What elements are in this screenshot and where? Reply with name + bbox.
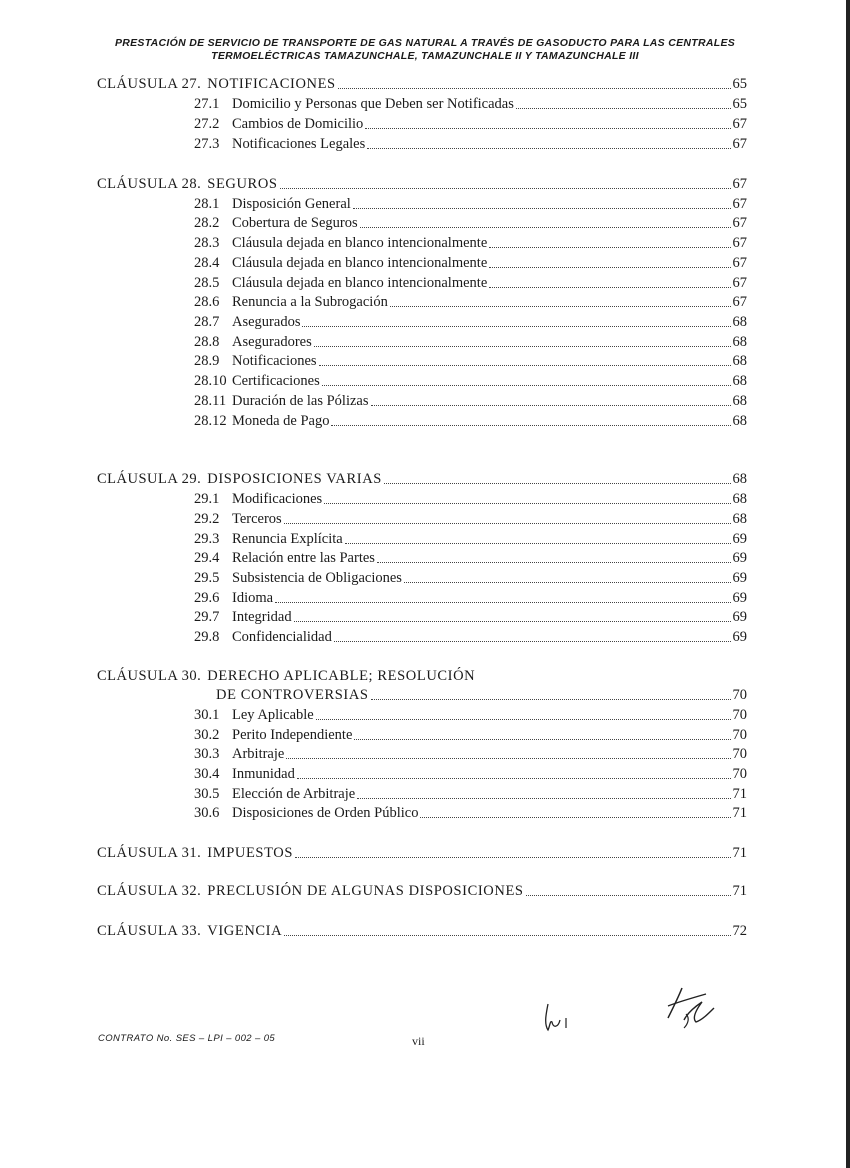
- page-ref: 70: [732, 746, 747, 762]
- page-ref: 65: [732, 96, 747, 112]
- item-title: Renuncia a la Subrogación: [232, 294, 388, 310]
- toc-item-29-8: [194, 628, 747, 646]
- item-number: 29.7: [194, 609, 220, 625]
- dot-leader: [354, 738, 730, 740]
- dot-leader: [357, 797, 730, 799]
- item-number: 30.3: [194, 746, 220, 762]
- dot-leader: [314, 345, 731, 347]
- item-title: Arbitraje: [232, 746, 285, 762]
- clause-title-continued: DE CONTROVERSIAS: [216, 687, 369, 703]
- dot-leader: [390, 305, 731, 307]
- toc-item-28-10: [194, 372, 747, 390]
- item-number: 30.2: [194, 727, 220, 743]
- clause-number: CLÁUSULA 28.: [97, 176, 202, 192]
- toc-item-28-5: [194, 274, 747, 292]
- dot-leader: [420, 816, 730, 818]
- page-ref: 69: [732, 531, 747, 547]
- dot-leader: [334, 640, 731, 642]
- item-title: Domicilio y Personas que Deben ser Notificadas: [232, 96, 514, 112]
- clause-title: NOTIFICACIONES: [207, 76, 336, 92]
- clause-number: CLÁUSULA 29.: [97, 471, 202, 487]
- toc-item-28-1: [194, 195, 747, 213]
- toc-item-28-4: [194, 254, 747, 272]
- item-number: 29.4: [194, 550, 220, 566]
- item-number: 27.1: [194, 96, 220, 112]
- dot-leader: [526, 894, 731, 896]
- item-number: 28.6: [194, 294, 220, 310]
- page-ref: 69: [732, 629, 747, 645]
- toc-clause-31: [97, 844, 747, 862]
- toc-item-27-1: [194, 95, 747, 113]
- item-title: Duración de las Pólizas: [232, 393, 369, 409]
- toc-clause-32: [97, 882, 747, 900]
- item-title: Ley Aplicable: [232, 707, 314, 723]
- dot-leader: [324, 502, 730, 504]
- clause-number: CLÁUSULA 31.: [97, 845, 202, 861]
- item-number: 28.9: [194, 353, 220, 369]
- item-title: Relación entre las Partes: [232, 550, 375, 566]
- item-title: Cláusula dejada en blanco intencionalmente: [232, 235, 488, 251]
- item-number: 29.5: [194, 570, 220, 586]
- dot-leader: [367, 147, 730, 149]
- item-title: Cláusula dejada en blanco intencionalmente: [232, 255, 488, 271]
- toc-item-30-6: [194, 804, 747, 822]
- dot-leader: [284, 522, 731, 524]
- dot-leader: [316, 718, 731, 720]
- item-number: 30.6: [194, 805, 220, 821]
- dot-leader: [295, 856, 730, 858]
- toc-item-30-4: [194, 765, 747, 783]
- item-title: Cobertura de Seguros: [232, 215, 358, 231]
- toc-item-29-2: [194, 510, 747, 528]
- page-ref: 67: [732, 294, 747, 310]
- item-title: Modificaciones: [232, 491, 323, 507]
- page-ref: 68: [732, 334, 747, 350]
- clause-title: VIGENCIA: [207, 923, 283, 939]
- dot-leader: [404, 581, 731, 583]
- item-title: Disposiciones de Orden Público: [232, 805, 419, 821]
- page-ref: 69: [732, 570, 747, 586]
- item-title: Cambios de Domicilio: [232, 116, 364, 132]
- toc-item-29-1: [194, 490, 747, 508]
- page-ref: 70: [732, 687, 747, 703]
- toc-item-27-3: [194, 135, 747, 153]
- dot-leader: [384, 482, 731, 484]
- header-line-2: TERMOELÉCTRICAS TAMAZUNCHALE, TAMAZUNCHALE II Y TAMAZUNCHALE III: [211, 50, 639, 62]
- clause-title: IMPUESTOS: [207, 845, 294, 861]
- item-title: Moneda de Pago: [232, 413, 330, 429]
- page-ref: 68: [732, 314, 747, 330]
- dot-leader: [377, 561, 731, 563]
- scan-edge: [846, 0, 850, 1168]
- dot-leader: [360, 226, 731, 228]
- page-ref: 69: [732, 590, 747, 606]
- item-title: Terceros: [232, 511, 282, 527]
- toc-clause-33: [97, 922, 747, 940]
- item-number: 28.11: [194, 393, 227, 409]
- item-number: 28.8: [194, 334, 220, 350]
- clause-title: PRECLUSIÓN DE ALGUNAS DISPOSICIONES: [207, 883, 524, 899]
- dot-leader: [284, 934, 730, 936]
- page-ref: 67: [732, 196, 747, 212]
- page-ref: 69: [732, 609, 747, 625]
- footer-page-number: vii: [412, 1034, 425, 1048]
- page-ref: 67: [732, 255, 747, 271]
- page-ref: 68: [732, 511, 747, 527]
- toc-item-27-2: [194, 115, 747, 133]
- item-title: Asegurados: [232, 314, 301, 330]
- item-title: Perito Independiente: [232, 727, 353, 743]
- item-title: Confidencialidad: [232, 629, 332, 645]
- item-title: Certificaciones: [232, 373, 320, 389]
- dot-leader: [489, 246, 730, 248]
- dot-leader: [331, 424, 730, 426]
- item-number: 28.2: [194, 215, 220, 231]
- toc-clause-29: [97, 470, 747, 488]
- dot-leader: [280, 187, 731, 189]
- item-title: Notificaciones: [232, 353, 317, 369]
- item-number: 28.5: [194, 275, 220, 291]
- page-ref: 71: [732, 786, 747, 802]
- clause-number: CLÁUSULA 30.: [97, 668, 202, 684]
- page-ref: 68: [732, 491, 747, 507]
- toc-clause-30: [97, 667, 747, 685]
- toc-item-28-9: [194, 352, 747, 370]
- item-number: 29.1: [194, 491, 220, 507]
- page-ref: 68: [732, 393, 747, 409]
- item-title: Inmunidad: [232, 766, 295, 782]
- item-number: 28.10: [194, 373, 227, 389]
- page-ref: 67: [732, 275, 747, 291]
- toc-item-28-2: [194, 214, 747, 232]
- page-ref: 70: [732, 727, 747, 743]
- toc-item-28-8: [194, 333, 747, 351]
- item-number: 28.3: [194, 235, 220, 251]
- dot-leader: [286, 757, 730, 759]
- item-number: 29.2: [194, 511, 220, 527]
- dot-leader: [371, 698, 731, 700]
- item-number: 28.7: [194, 314, 220, 330]
- page-ref: 68: [732, 471, 747, 487]
- toc-item-29-4: [194, 549, 747, 567]
- dot-leader: [353, 207, 731, 209]
- page-ref: 67: [732, 215, 747, 231]
- item-title: Disposición General: [232, 196, 351, 212]
- toc-item-28-3: [194, 234, 747, 252]
- page-ref: 71: [732, 845, 747, 861]
- page-ref: 67: [732, 136, 747, 152]
- toc-item-29-6: [194, 589, 747, 607]
- dot-leader: [322, 384, 731, 386]
- toc-item-29-7: [194, 608, 747, 626]
- item-number: 30.5: [194, 786, 220, 802]
- item-number: 30.4: [194, 766, 220, 782]
- clause-number: CLÁUSULA 32.: [97, 883, 202, 899]
- toc-item-29-3: [194, 530, 747, 548]
- clause-title: SEGUROS: [207, 176, 278, 192]
- item-number: 28.12: [194, 413, 227, 429]
- item-number: 30.1: [194, 707, 220, 723]
- page-ref: 71: [732, 883, 747, 899]
- dot-leader: [489, 266, 730, 268]
- toc-item-29-5: [194, 569, 747, 587]
- dot-leader: [338, 87, 731, 89]
- header-line-1: PRESTACIÓN DE SERVICIO DE TRANSPORTE DE GAS NATURAL A TRAVÉS DE GASODUCTO PARA LAS CENTRALES: [114, 37, 736, 49]
- dot-leader: [365, 127, 730, 129]
- clause-title: DISPOSICIONES VARIAS: [207, 471, 382, 487]
- item-title: Aseguradores: [232, 334, 312, 350]
- page-ref: 65: [732, 76, 747, 92]
- toc-item-28-11: [194, 392, 747, 410]
- toc-item-30-5: [194, 785, 747, 803]
- dot-leader: [516, 107, 731, 109]
- dot-leader: [345, 542, 731, 544]
- page-ref: 71: [732, 805, 747, 821]
- item-number: 28.1: [194, 196, 220, 212]
- toc-item-30-3: [194, 745, 747, 763]
- handwritten-initials-left: [536, 996, 576, 1036]
- item-number: 29.8: [194, 629, 220, 645]
- dot-leader: [489, 286, 730, 288]
- clause-number: CLÁUSULA 33.: [97, 923, 202, 939]
- page-ref: 68: [732, 353, 747, 369]
- page-ref: 67: [732, 176, 747, 192]
- page-ref: 70: [732, 766, 747, 782]
- item-title: Idioma: [232, 590, 274, 606]
- page-ref: 70: [732, 707, 747, 723]
- toc-item-28-12: [194, 412, 747, 430]
- dot-leader: [371, 404, 731, 406]
- page-ref: 68: [732, 373, 747, 389]
- item-title: Cláusula dejada en blanco intencionalmente: [232, 275, 488, 291]
- item-title: Integridad: [232, 609, 292, 625]
- item-number: 29.6: [194, 590, 220, 606]
- clause-number: CLÁUSULA 27.: [97, 76, 202, 92]
- item-title: Elección de Arbitraje: [232, 786, 356, 802]
- page-ref: 68: [732, 413, 747, 429]
- item-number: 28.4: [194, 255, 220, 271]
- item-title: Notificaciones Legales: [232, 136, 366, 152]
- item-title: Subsistencia de Obligaciones: [232, 570, 402, 586]
- footer-contract-number: CONTRATO No. SES – LPI – 002 – 05: [98, 1033, 276, 1044]
- dot-leader: [275, 601, 730, 603]
- toc-clause-28: [97, 175, 747, 193]
- item-number: 29.3: [194, 531, 220, 547]
- dot-leader: [294, 620, 731, 622]
- handwritten-signature-right: [662, 984, 722, 1034]
- dot-leader: [302, 325, 730, 327]
- toc-item-28-7: [194, 313, 747, 331]
- toc-item-30-1: [194, 706, 747, 724]
- toc-clause-30-cont: [216, 686, 747, 704]
- item-number: 27.2: [194, 116, 220, 132]
- item-title: Renuncia Explícita: [232, 531, 343, 547]
- page-ref: 72: [732, 923, 747, 939]
- clause-title: DERECHO APLICABLE; RESOLUCIÓN: [207, 668, 476, 684]
- dot-leader: [319, 364, 731, 366]
- toc-clause-27: [97, 75, 747, 93]
- toc-item-30-2: [194, 726, 747, 744]
- toc-item-28-6: [194, 293, 747, 311]
- page-ref: 69: [732, 550, 747, 566]
- item-number: 27.3: [194, 136, 220, 152]
- page-ref: 67: [732, 116, 747, 132]
- dot-leader: [297, 777, 731, 779]
- page-ref: 67: [732, 235, 747, 251]
